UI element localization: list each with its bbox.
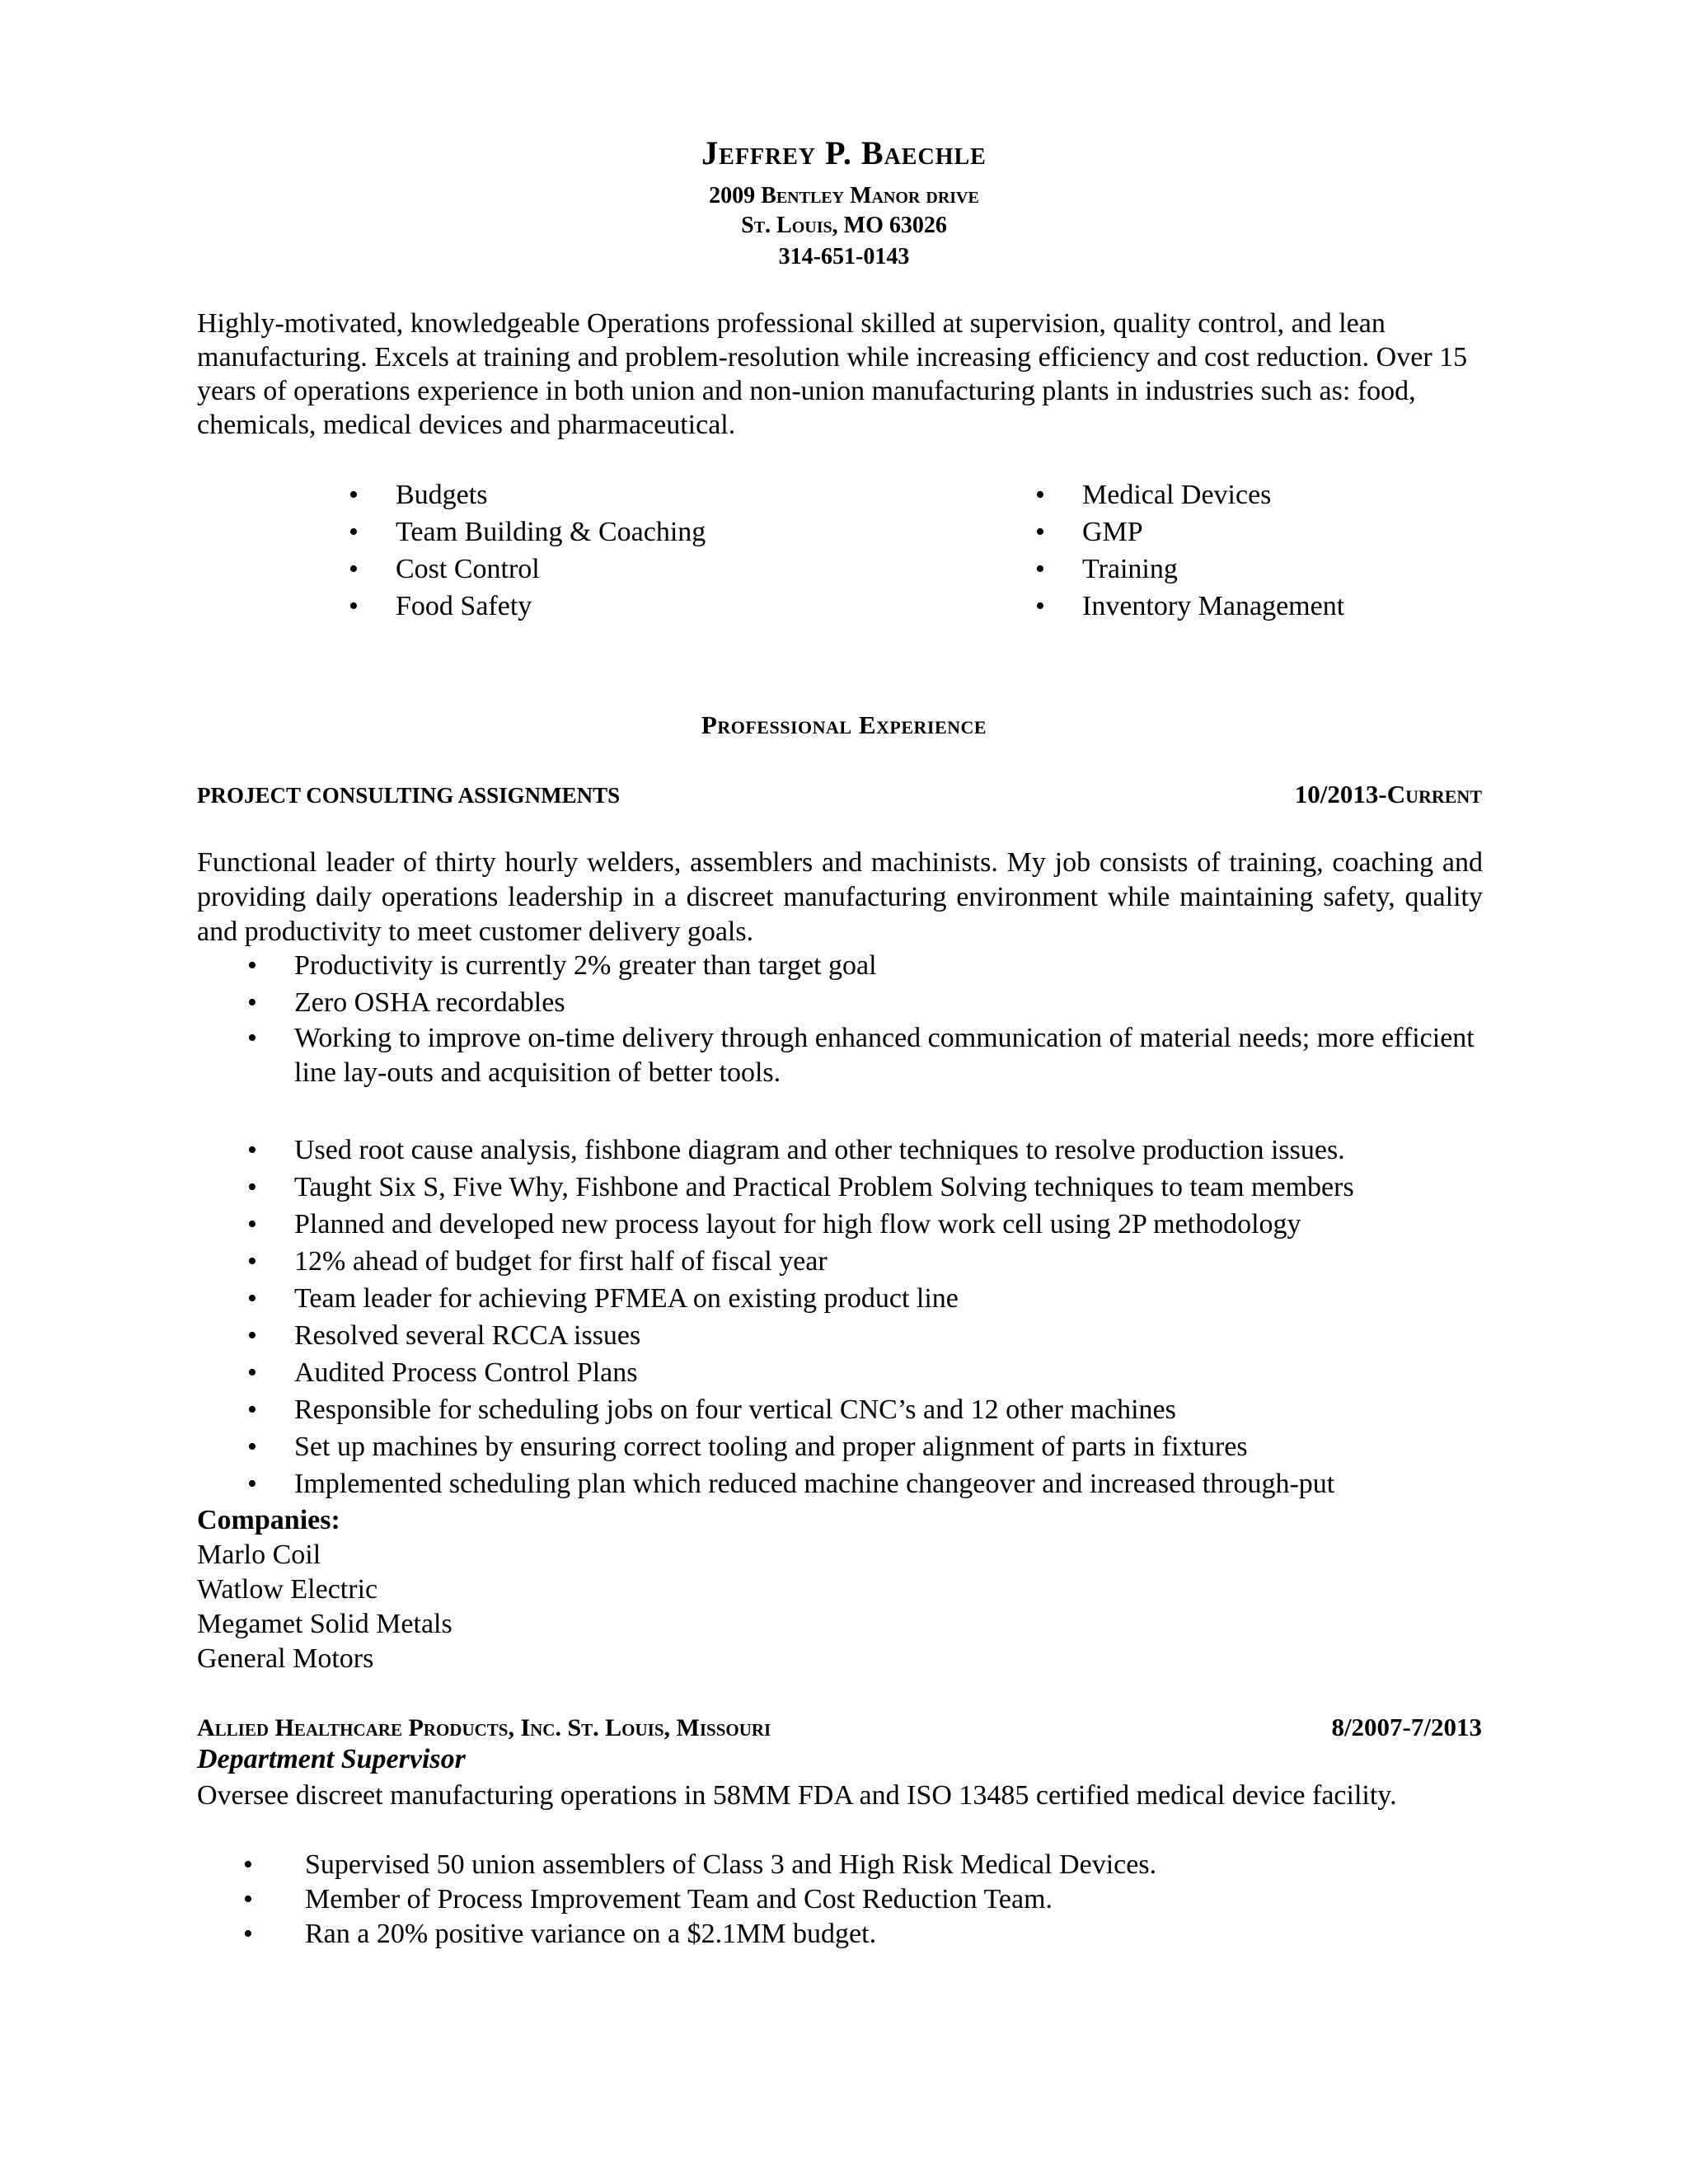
list-item: • Taught Six S, Five Why, Fishbone and Practical Problem Solving techniques to team members — [247, 1169, 1484, 1206]
accomplishments-list-b — [247, 1132, 1484, 1502]
professional-summary: Highly-motivated, knowledgeable Operations professional skilled at supervision, quality control, and lean manufacturing. Excels at training and problem-resolution while increasing efficiency and cost reduction. Over 15 years of operations experience in both union and non-union manufacturing plants in industries such as: food, chemicals, medical devices and pharmaceutical. — [197, 308, 1468, 440]
skill-item: • Cost Control — [349, 551, 926, 588]
list-item: • Used root cause analysis, fishbone diagram and other techniques to resolve production issues. — [247, 1132, 1484, 1169]
skill-item: • Medical Devices — [1035, 476, 1530, 513]
job-dates-consulting: 10/2013-Current — [1294, 780, 1482, 808]
list-item: • Zero OSHA recordables — [247, 984, 1484, 1021]
skills-list-right — [1035, 476, 1530, 625]
street-address: 2009 Bentley Manor drive — [709, 183, 979, 209]
skill-item: • Food Safety — [349, 588, 926, 625]
skills-list-left — [349, 476, 926, 625]
list-item: • Working to improve on-time delivery through enhanced communication of material needs; more efficient line lay-outs and acquisition of better tools. — [247, 1021, 1484, 1090]
list-item: • Supervised 50 union assemblers of Class 3 and High Risk Medical Devices. — [243, 1848, 1479, 1882]
list-item: • Resolved several RCCA issues — [247, 1317, 1484, 1354]
list-item: • Member of Process Improvement Team and Cost Reduction Team. — [243, 1882, 1479, 1917]
list-item: • Productivity is currently 2% greater than target goal — [247, 947, 1484, 984]
job-title-allied: Allied Healthcare Products, Inc. St. Louis, Missouri — [197, 1714, 771, 1741]
company-name: Watlow Electric — [197, 1574, 378, 1605]
skill-item: • Budgets — [349, 476, 926, 513]
accomplishments-list-allied — [243, 1848, 1479, 1952]
skill-item: • Inventory Management — [1035, 588, 1530, 625]
section-title-experience: Professional Experience — [701, 710, 987, 739]
list-item: • Planned and developed new process layout for high flow work cell using 2P methodology — [247, 1206, 1484, 1243]
company-name: Marlo Coil — [197, 1540, 321, 1570]
accomplishments-list-a — [247, 947, 1484, 1090]
job-title-consulting: PROJECT CONSULTING ASSIGNMENTS — [197, 783, 621, 808]
job-description-consulting: Functional leader of thirty hourly welders, assemblers and machinists. My job consists of training, coaching and providing daily operations leadership in a discreet manufacturing environment while maintaining safety, quality and productivity to meet customer delivery goals. — [197, 847, 1483, 947]
skill-item: • Team Building & Coaching — [349, 513, 926, 551]
list-item: • Responsible for scheduling jobs on four vertical CNC’s and 12 other machines — [247, 1391, 1484, 1428]
list-item: • Team leader for achieving PFMEA on existing product line — [247, 1280, 1484, 1317]
skill-item: • GMP — [1035, 513, 1530, 551]
companies-heading: Companies: — [197, 1505, 340, 1535]
company-name: General Motors — [197, 1643, 374, 1674]
city-state-zip: St. Louis, MO 63026 — [741, 213, 947, 238]
list-item: • 12% ahead of budget for first half of fiscal year — [247, 1243, 1484, 1280]
company-name: Megamet Solid Metals — [197, 1609, 452, 1639]
skill-item: • Training — [1035, 551, 1530, 588]
job-description-allied: Oversee discreet manufacturing operations in 58MM FDA and ISO 13485 certified medical device facility. — [197, 1780, 1397, 1811]
phone-number: 314-651-0143 — [778, 244, 910, 269]
list-item: • Implemented scheduling plan which reduced machine changeover and increased through-put — [247, 1465, 1484, 1502]
list-item: • Audited Process Control Plans — [247, 1354, 1484, 1391]
list-item: • Ran a 20% positive variance on a $2.1MM budget. — [243, 1917, 1479, 1952]
list-item: • Set up machines by ensuring correct tooling and proper alignment of parts in fixtures — [247, 1428, 1484, 1465]
job-dates-allied: 8/2007-7/2013 — [1331, 1713, 1482, 1741]
job-role-allied: Department Supervisor — [197, 1744, 466, 1774]
applicant-name: Jeffrey P. Baechle — [701, 134, 987, 171]
